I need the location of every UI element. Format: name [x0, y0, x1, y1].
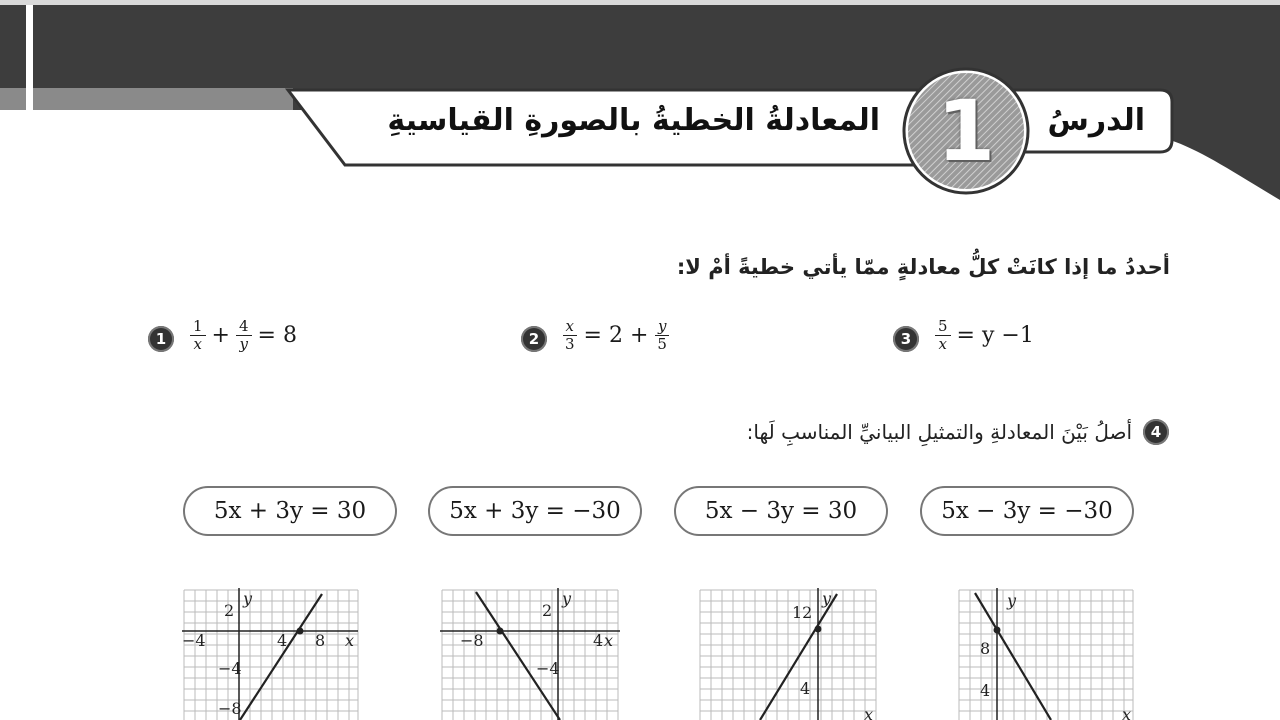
graph-1-tick: −4 [182, 631, 206, 650]
fraction: $\frac{y}{5}$ [654, 318, 670, 353]
graph-1-x-label: x [345, 631, 355, 650]
graph-1-tick: 8 [315, 631, 326, 650]
graph-4-y-label: y [1007, 591, 1017, 610]
fraction: $\frac{4}{y}$ [236, 318, 252, 353]
graph-3-y-label: y [822, 589, 832, 608]
fraction: $\frac{1}{x}$ [190, 318, 206, 353]
graph-2-tick: −4 [536, 659, 560, 678]
graph-1-tick: −4 [218, 659, 242, 678]
graph-2-tick: 4 [593, 631, 604, 650]
graph-1[interactable] [180, 588, 362, 720]
problem-3-number: 3 [893, 326, 919, 352]
fraction: $\frac{5}{x}$ [935, 318, 951, 353]
lesson-title: المعادلةُ الخطيةُ بالصورةِ القياسيةِ [387, 103, 880, 138]
graph-2-tick: 2 [542, 601, 553, 620]
lesson-number: 1 [936, 82, 996, 180]
graph-1-y-label: y [243, 589, 253, 608]
graph-4[interactable] [955, 588, 1137, 720]
problem-4-number: 4 [1143, 419, 1169, 445]
problem-1-number: 1 [148, 326, 174, 352]
graph-1-tick: 2 [224, 601, 235, 620]
graph-2-tick: −8 [460, 631, 484, 650]
problem-3-equation: $\frac{5}{x}$ = y −1 [935, 318, 1034, 353]
graph-1-tick: −8 [218, 699, 242, 718]
graph-2-y-label: y [562, 589, 572, 608]
graph-2-x-label: x [604, 631, 614, 650]
graph-3-tick: 12 [792, 603, 813, 622]
instruction-text: أحددُ ما إذا كانَتْ كلُّ معادلةٍ ممّا يأتي خطيةً أمْ لا: [676, 255, 1170, 279]
graph-3-x-label: x [864, 705, 874, 720]
graph-1-tick: 4 [277, 631, 288, 650]
graph-3-tick: 4 [800, 679, 811, 698]
equation-pill-2[interactable]: 5x + 3y = −30 [428, 486, 642, 536]
equation-pill-3[interactable]: 5x − 3y = 30 [674, 486, 888, 536]
problem-1-equation: $\frac{1}{x}$ + $\frac{4}{y}$ = 8 [190, 318, 297, 353]
graph-3[interactable] [696, 588, 880, 720]
equation-pill-1[interactable]: 5x + 3y = 30 [183, 486, 397, 536]
graph-2[interactable] [438, 588, 622, 720]
graph-4-x-label: x [1122, 705, 1132, 720]
equation-pill-4[interactable]: 5x − 3y = −30 [920, 486, 1134, 536]
lesson-label: الدرسُ [1047, 103, 1145, 138]
fraction: $\frac{x}{3}$ [562, 318, 578, 353]
q4-instruction: أصلُ بَيْنَ المعادلةِ والتمثيلِ البيانيِّ المناسبِ لَها: [746, 420, 1132, 444]
graph-4-tick: 8 [980, 639, 991, 658]
problem-2-number: 2 [521, 326, 547, 352]
problem-2-equation: $\frac{x}{3}$ = 2 + $\frac{y}{5}$ [562, 318, 670, 353]
graph-4-tick: 4 [980, 681, 991, 700]
